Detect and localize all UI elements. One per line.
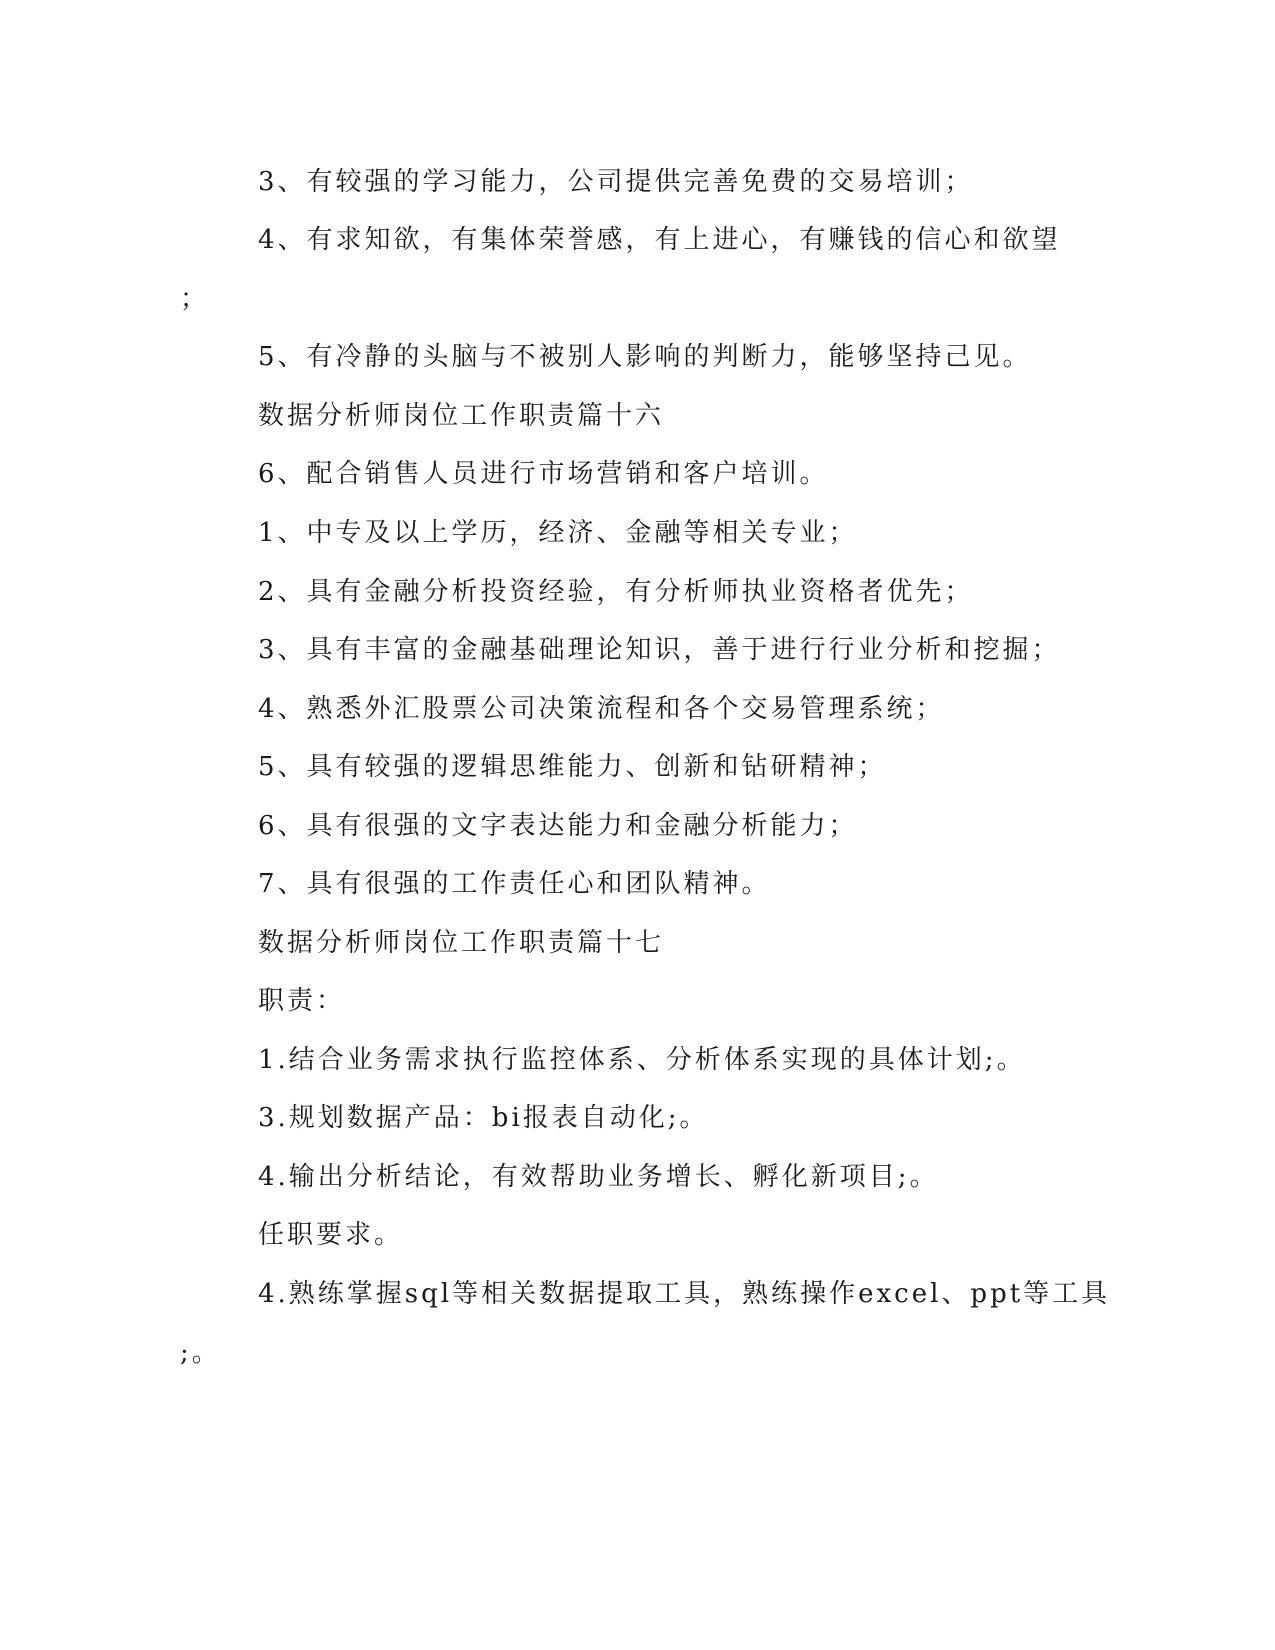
text-line: 5、具有较强的逻辑思维能力、创新和钻研精神； [258, 752, 887, 782]
text-line: 7、具有很强的工作责任心和团队精神。 [258, 869, 771, 899]
text-line: ;。 [180, 1338, 221, 1368]
text-line: ； [180, 284, 210, 314]
text-line: 4.熟练掌握sql等相关数据提取工具，熟练操作excel、ppt等工具 [258, 1279, 1111, 1309]
text-line: 4、有求知欲，有集体荣誉感，有上进心，有赚钱的信心和欲望 [258, 225, 1061, 255]
text-line: 6、具有很强的文字表达能力和金融分析能力； [258, 811, 858, 841]
section-heading: 数据分析师岗位工作职责篇十七 [258, 928, 665, 958]
section-heading: 数据分析师岗位工作职责篇十六 [258, 401, 665, 431]
text-line: 2、具有金融分析投资经验，有分析师执业资格者优先； [258, 577, 974, 607]
text-line: 5、有冷静的头脑与不被别人影响的判断力，能够坚持己见。 [258, 342, 1032, 372]
text-line: 4、熟悉外汇股票公司决策流程和各个交易管理系统； [258, 694, 945, 724]
text-line: 职责： [258, 986, 346, 1016]
text-line: 1、中专及以上学历，经济、金融等相关专业； [258, 518, 858, 548]
text-line: 4.输出分析结论，有效帮助业务增长、孵化新项目;。 [258, 1162, 939, 1192]
text-line: 6、配合销售人员进行市场营销和客户培训。 [258, 459, 829, 489]
text-line: 3、有较强的学习能力，公司提供完善免费的交易培训； [258, 167, 974, 197]
text-line: 3、具有丰富的金融基础理论知识，善于进行行业分析和挖掘； [258, 635, 1061, 665]
text-line: 1.结合业务需求执行监控体系、分析体系实现的具体计划;。 [258, 1045, 1026, 1075]
text-line: 任职要求。 [258, 1220, 404, 1250]
text-line: 3.规划数据产品：bi报表自动化;。 [258, 1103, 709, 1133]
